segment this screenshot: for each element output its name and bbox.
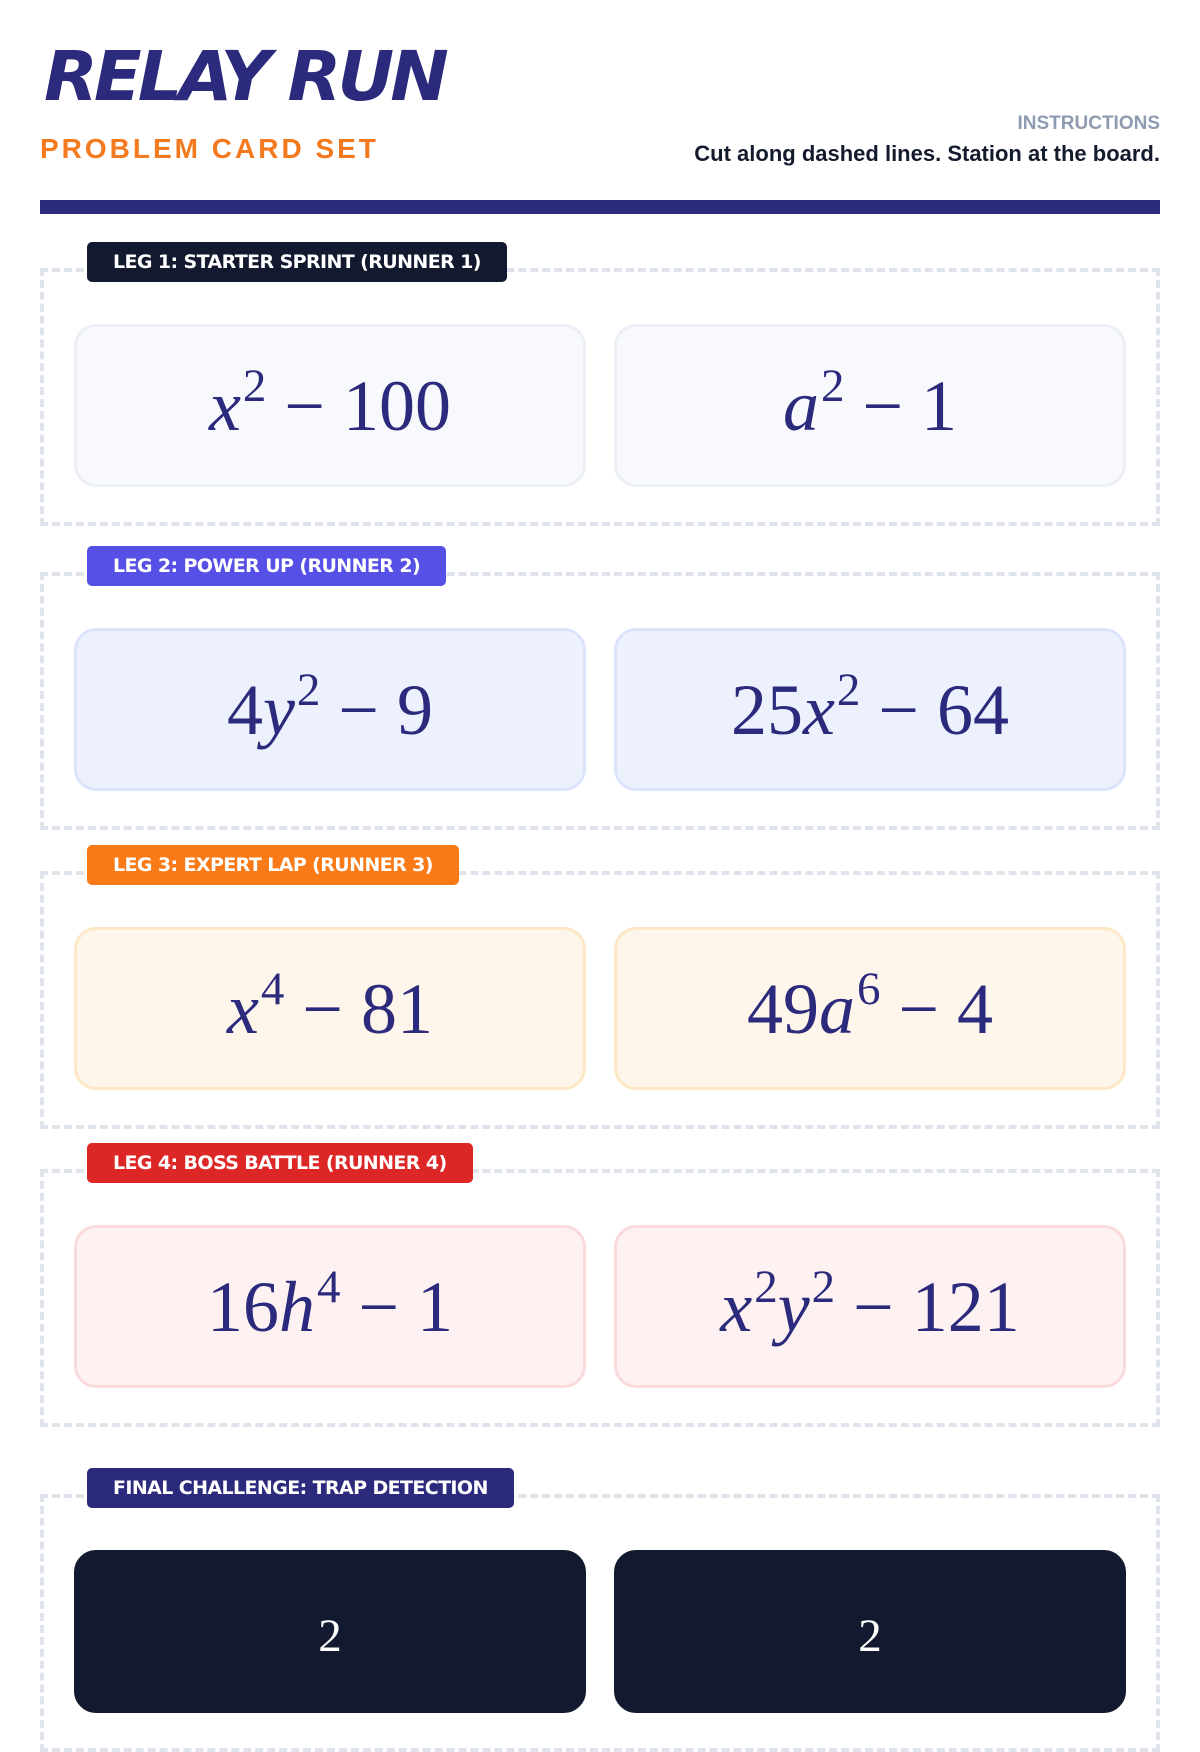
- constant: 64: [937, 669, 1010, 750]
- coefficient: 4: [226, 669, 263, 750]
- coefficient: 25: [730, 669, 803, 750]
- variable: x: [720, 1266, 753, 1347]
- leg-2-tag: LEG 2: POWER UP (RUNNER 2): [87, 546, 446, 586]
- constant: 121: [911, 1266, 1020, 1347]
- instructions-block: [694, 113, 1160, 167]
- exponent: 2: [820, 359, 845, 412]
- leg-1-section: [40, 242, 1160, 526]
- exponent: 6: [856, 962, 881, 1015]
- variable: a: [782, 365, 819, 446]
- exponent: 4: [260, 962, 285, 1015]
- variable: x: [802, 669, 835, 750]
- page-header: [40, 36, 1160, 210]
- expression: [730, 663, 1010, 750]
- problem-card: [614, 324, 1126, 487]
- final-challenge-tag: FINAL CHALLENGE: TRAP DETECTION: [87, 1468, 514, 1508]
- constant: 1: [921, 365, 958, 446]
- variable: y: [777, 1266, 810, 1347]
- expression: [720, 1260, 1020, 1347]
- leg-4-section: [40, 1143, 1160, 1427]
- variable: h: [278, 1266, 315, 1347]
- exponent: 2: [296, 663, 321, 716]
- problem-card: [614, 1225, 1126, 1388]
- minus-operator: −: [898, 968, 940, 1049]
- final-challenge-section: [40, 1468, 1160, 1752]
- expression: [858, 1553, 882, 1671]
- leg-3-tag: LEG 3: EXPERT LAP (RUNNER 3): [87, 845, 459, 885]
- problem-card: [614, 1550, 1126, 1713]
- exponent: 2: [811, 1260, 836, 1313]
- coefficient: 49: [746, 968, 819, 1049]
- variable: a: [818, 968, 855, 1049]
- variable: x: [226, 968, 259, 1049]
- exponent: 2: [754, 1260, 778, 1313]
- problem-card: [74, 1225, 586, 1388]
- problem-card: [74, 1550, 586, 1713]
- constant: 81: [361, 968, 434, 1049]
- problem-card: [614, 628, 1126, 791]
- page-subtitle: PROBLEM CARD SET: [40, 133, 379, 164]
- variable: y: [262, 669, 295, 750]
- constant: 100: [343, 365, 452, 446]
- variable: x: [208, 365, 241, 446]
- exponent: 2: [242, 359, 267, 412]
- minus-operator: −: [358, 1266, 400, 1347]
- constant: 9: [397, 669, 434, 750]
- expression: [746, 962, 994, 1049]
- exponent: 2: [836, 663, 861, 716]
- expression: [208, 359, 452, 446]
- minus-operator: −: [284, 365, 326, 446]
- problem-card: [74, 927, 586, 1090]
- leg-3-section: [40, 845, 1160, 1129]
- expression: [782, 359, 958, 446]
- minus-operator: −: [878, 669, 920, 750]
- instructions-label: INSTRUCTIONS: [1017, 113, 1160, 134]
- minus-operator: −: [862, 365, 904, 446]
- leg-4-tag: LEG 4: BOSS BATTLE (RUNNER 4): [87, 1143, 473, 1183]
- exponent: 2: [858, 1610, 882, 1662]
- page-title: RELAY RUN: [44, 36, 445, 117]
- instructions-text: Cut along dashed lines. Station at the board.: [694, 141, 1160, 166]
- expression: [226, 962, 434, 1049]
- header-divider: [40, 200, 1160, 214]
- leg-1-tag: LEG 1: STARTER SPRINT (RUNNER 1): [87, 242, 507, 282]
- expression: [318, 1553, 342, 1671]
- leg-2-section: [40, 546, 1160, 830]
- minus-operator: −: [853, 1266, 894, 1347]
- coefficient: 16: [206, 1266, 279, 1347]
- expression: [206, 1260, 454, 1347]
- problem-card: [74, 324, 586, 487]
- exponent: 2: [318, 1610, 342, 1662]
- problem-card: [614, 927, 1126, 1090]
- problem-card: [74, 628, 586, 791]
- expression: [226, 663, 434, 750]
- exponent: 4: [316, 1260, 341, 1313]
- constant: 4: [957, 968, 994, 1049]
- minus-operator: −: [338, 669, 380, 750]
- constant: 1: [417, 1266, 454, 1347]
- minus-operator: −: [302, 968, 344, 1049]
